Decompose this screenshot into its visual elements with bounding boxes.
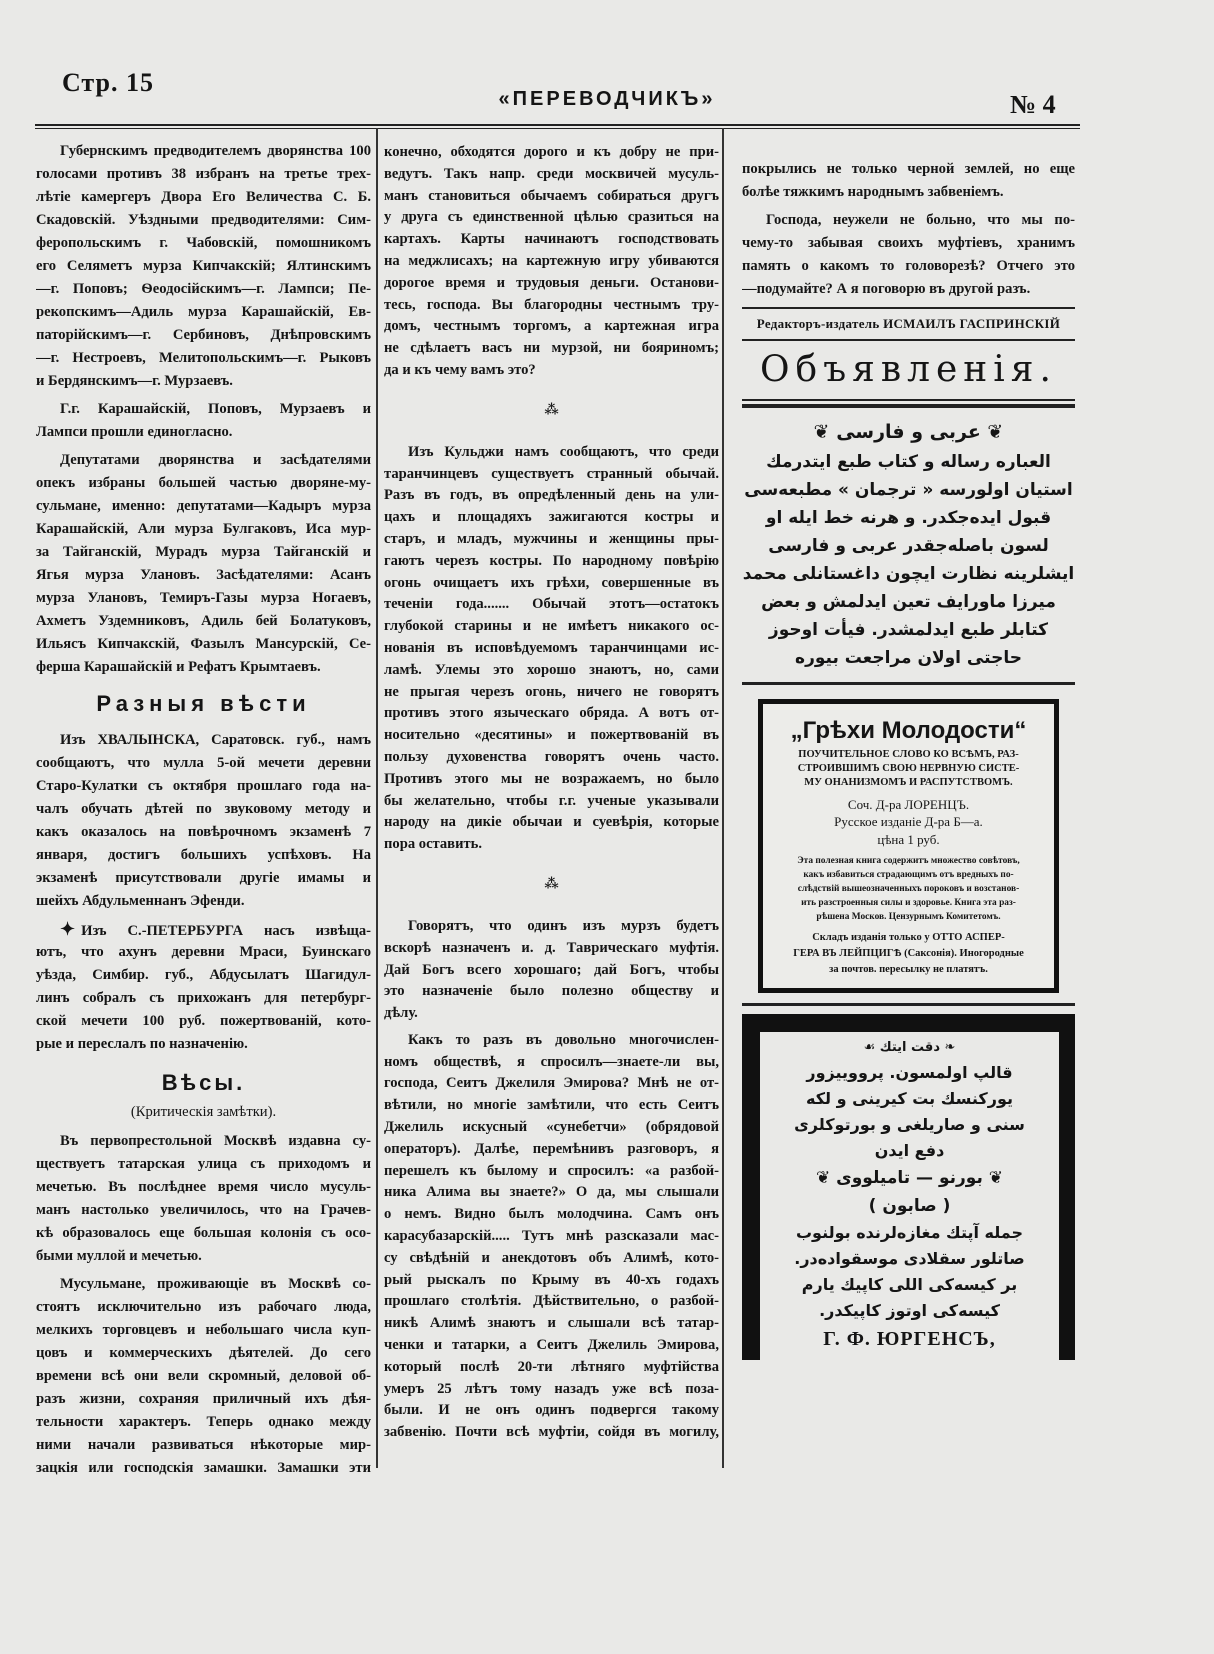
newspaper-title: «ПЕРЕВОДЧИКЪ» — [498, 88, 716, 110]
text-line: рекопскимъ—Адиль мурза Карашайскій, Ев- — [36, 304, 371, 320]
text-line: Губернскимъ предводителемъ дворянства 100 — [60, 143, 371, 159]
text-line: чалъ обучать дѣтей по звуковому методу и — [36, 801, 371, 817]
text-line — [36, 918, 371, 941]
text-line: цовъ и коммерческихъ дѣятелей. До сего — [36, 1345, 371, 1361]
text-line: нованія въ исповѣдуемомъ таранчинцами ис- — [384, 639, 719, 656]
text-line: противъ этого языческаго обряда. А вотъ от- — [384, 705, 719, 722]
divider — [742, 682, 1075, 685]
ad2-price: цѣна 1 руб. — [877, 832, 940, 847]
text-line: Мусульмане, проживающіе въ Москвѣ со- — [60, 1276, 371, 1292]
text-line: прошлаго столѣтія. Дѣйствительно, о разбой- — [384, 1293, 719, 1310]
text-line: ченки и татарки, а Сеитъ Джелиль Эмирова, — [384, 1337, 719, 1354]
ad3-line: قالپ اولمسون. پرووییزور — [806, 1063, 1013, 1082]
ad2-subtitle-line: СТРОИВШИМЪ СВОЮ НЕРВНУЮ СИСТЕ- — [797, 763, 1020, 774]
paragraph — [384, 1030, 719, 1444]
paragraph — [36, 398, 371, 444]
text-line: ществуетъ татарская улица съ приходомъ и — [36, 1156, 371, 1172]
text-line: ютъ, что ахунъ деревни Мраси, Буинскаго — [36, 944, 371, 960]
text-line: память о какомъ то головорезѣ? Отчего это — [742, 258, 1075, 274]
header-rule-2 — [35, 128, 1080, 129]
text-line: манъ становиться обычаемъ собираться другъ — [384, 187, 719, 204]
text-line: носительно «десятины» и пожертвованій въ — [384, 727, 719, 744]
ad2-title: „Грѣхи Молодости“ — [790, 717, 1027, 744]
text-line: болѣе тяжкимъ народнымъ забвеніемъ. — [742, 184, 1004, 200]
text-line: Разъ въ годъ, въ опредѣленный день на ули- — [384, 487, 719, 504]
divider — [742, 1003, 1075, 1006]
text-line: мурза Улановъ, Темиръ-Газы мурза Ногаевъ, — [36, 590, 371, 606]
text-line: не сдѣлаетъ васъ ни мурзой, ни бояриномъ; — [384, 340, 719, 357]
text-line: Изъ Кульджи намъ сообщаютъ, что среди — [408, 443, 719, 460]
text-line: таранчинцевъ существуетъ странный обычай. — [384, 465, 719, 482]
text-line: су свѣдѣній и анекдотовъ объ Алимѣ, кото- — [384, 1249, 719, 1266]
paragraph — [36, 729, 371, 913]
text-line: да и къ чему вамъ это? — [384, 361, 536, 378]
text-line: покрылись не только черной землей, но еще — [742, 161, 1075, 177]
text-line: —г. Нестроевъ, Мелитопольскимъ—г. Рыковъ — [36, 350, 371, 366]
ad3-line: یورکنسك بت کیرینی و لکه — [806, 1089, 1013, 1108]
text-line: конечно, обходятся дорого и къ добру не при- — [384, 144, 719, 160]
ad1-line: لسون باصله‌جقدر عربی و فارسی — [768, 536, 1049, 556]
text-line: Господа, неужели не больно, что мы по- — [766, 212, 1075, 228]
text-line: какъ оказалось на повѣрочномъ экзаменѣ 7 — [36, 824, 371, 840]
text-line: господа, Сеитъ Джелиля Эмирова? Мнѣ не от- — [384, 1075, 719, 1092]
column-divider — [376, 128, 378, 1468]
text-line: тельности характеръ. Теперь однако между — [36, 1414, 371, 1430]
text-line: никѣ Алимѣ знаютъ и слышали всѣ татар- — [384, 1315, 719, 1332]
text-line: ника Алима вы знаете?» О да, мы слышали — [384, 1184, 719, 1201]
divider — [742, 399, 1075, 401]
text-line: января, достигъ большихъ успѣховъ. На — [36, 847, 371, 863]
ad1-line: العباره رساله و کتاب طبع ایتدرمك — [766, 452, 1051, 472]
paragraph — [742, 209, 1075, 301]
paragraph — [36, 449, 371, 679]
text-line: чему-то забывая своихъ муфтіевъ, хранимъ — [742, 235, 1075, 251]
text-line: шейхъ Абдульменнанъ Эфенди. — [36, 893, 245, 909]
ad3-line: صاتلور سقلادی موسقواده‌در. — [794, 1249, 1025, 1268]
text-line: вскорѣ назначенъ и. д. Таврическаго муфтія. — [384, 939, 719, 956]
text-line: и Бердянскимъ—г. Мурзаевъ. — [36, 373, 233, 389]
asterism-separator: ⁂ — [544, 402, 559, 418]
text-line: пора оставить. — [384, 836, 483, 853]
text-line: картахъ. Карты начинаютъ господствовать — [384, 231, 719, 248]
ornament-icon: ☙ — [863, 1040, 880, 1055]
text-line: феропольскимъ г. Чабовскій, помошникомъ — [36, 235, 371, 251]
text-line: Карашайскій, Али мурза Булгаковъ, Иса мур- — [36, 521, 371, 537]
text-line: зацкія или господскія замашки. Замашки эти — [36, 1460, 371, 1476]
ad2-edition: Русское изданіе Д-ра Б—а. — [834, 814, 983, 829]
ad2-author: Соч. Д-ра ЛОРЕНЦЪ. — [847, 797, 970, 812]
text-line: Дай Богъ всего хорошаго; дай Богъ, чтобы — [384, 961, 719, 978]
text-line: Изъ ХВАЛЫНСКА, Саратовск. губ., намъ — [60, 732, 371, 748]
ad3-line: جمله آپتك مغازه‌لرنده بولنوب — [795, 1223, 1024, 1242]
ad3-product-sub: ( صابون ) — [868, 1196, 951, 1216]
asterism-separator: ⁂ — [544, 876, 559, 892]
ad2-footer-line: за почтов. пересылку не платятъ. — [829, 964, 988, 975]
ad3-product: ❦ بورنو — تامیلووی ❦ — [815, 1168, 1004, 1188]
text-line: тесь, господа. Вы благородны честнымъ тру- — [384, 296, 719, 313]
ads-title: Объявленія. — [760, 349, 1057, 390]
article-subtitle: (Критическія замѣтки). — [130, 1104, 277, 1120]
text-line: перешелъ къ былому и спросилъ: «а разбой- — [384, 1162, 719, 1179]
ad1-line: قبول ایده‌جکدر. و هرنه خط ایله او — [765, 508, 1052, 528]
text-line-content: Изъ С.-ПЕТЕРБУРГА насъ извѣща- — [81, 923, 371, 939]
text-line: паторійскимъ—г. Сербиновъ, Днѣпровскимъ — [36, 327, 371, 343]
text-line: Какъ то разъ въ довольно многочислен- — [408, 1031, 719, 1048]
paragraph — [384, 142, 719, 382]
ad3-line: کیسه‌کی اوتوز کاپیکدر. — [819, 1301, 1000, 1320]
text-line: карасубазарскій..... Тутъ мнѣ разсказали мас- — [384, 1228, 719, 1245]
paragraph — [36, 918, 371, 1056]
editor-line: Редакторъ-издатель ИСМАИЛЪ ГАСПРИНСКІЙ — [756, 316, 1061, 331]
ad3-line: دفع ایدن — [874, 1141, 945, 1160]
text-line: Скадовскій. Уѣздными предводителями: Сим- — [36, 212, 371, 228]
text-line: ской мечети 100 руб. пожертвованій, кото- — [36, 1013, 371, 1029]
ad2-footer-line: ГЕРА ВЪ ЛЕЙПЦИГѢ (Саксонія). Иногородные — [793, 948, 1024, 959]
page-number: Стр. 15 — [62, 68, 154, 97]
text-line: на меджлисахъ; на картежную игру убиваются — [384, 252, 719, 269]
ad2-subtitle-line: ПОУЧИТЕЛЬНОЕ СЛОВО КО ВСѢМЪ, РАЗ- — [798, 749, 1019, 760]
ad1-line: حاجتی اولان مراجعت بیوره — [795, 648, 1022, 668]
text-line: линъ собралъ съ прихожанъ для петербург- — [36, 990, 371, 1006]
text-line: его Селяметъ мурза Кипчакскій; Ялтинскимъ — [36, 258, 371, 274]
text-line: Противъ этого мы не возражаемъ, но было — [384, 770, 719, 787]
text-line: народу на дикіе обычаи и суевѣрія, которые — [384, 814, 719, 831]
column-left — [36, 140, 371, 1480]
text-line: голосами противъ 38 избранъ на третье трех- — [36, 166, 371, 182]
ad1-line: استیان اولورسه « ترجمان » مطبعه‌سی — [744, 480, 1073, 500]
ad3-heading: ❧ دقت ایتك ☙ — [863, 1040, 956, 1055]
divider — [742, 404, 1075, 408]
text-line: Ахметъ Уздемниковъ, Адиль бей Болатуковъ, — [36, 613, 371, 629]
text-line: за Тайганскій, Мурадъ мурза Тайганскій и — [36, 544, 371, 560]
paragraph — [384, 916, 719, 1025]
text-line: Въ первопрестольной Москвѣ издавна су- — [60, 1133, 371, 1149]
text-line: который послѣ 20-ти лѣтняго муфтійства — [384, 1358, 719, 1375]
text-line: Ильясъ Кипчакскій, Фазылъ Мансурскій, Се- — [36, 636, 371, 652]
text-line: уѣзда, Симбир. губ., Абдусылатъ Шагидул- — [36, 967, 371, 983]
text-line: домъ, честнымъ торгомъ, а картежная игра — [384, 318, 719, 335]
text-line: это назначеніе было полезно обществу и — [384, 983, 719, 1000]
article-heading: Вѣсы. — [161, 1070, 246, 1095]
text-line: рые и переслалъ по назначенію. — [36, 1036, 248, 1052]
text-line: Старо-Кулатки съ октября прошлаго года на- — [36, 778, 371, 794]
ornament-icon: ❦ — [815, 1168, 837, 1188]
text-line: экзаменѣ присутствовали другіе имамы и — [36, 870, 371, 886]
paragraph — [742, 158, 1075, 204]
text-line: ними начали развиваться нѣкоторые мир- — [36, 1437, 371, 1453]
ad1-line: ایشلرینه نظارت ایچون داغستانلی محمد — [742, 564, 1075, 584]
text-line: цахъ и площадяхъ зажигаются костры и — [384, 509, 719, 526]
text-line: дѣлу. — [384, 1005, 418, 1022]
ad2-body-line: слѣдствій вышеозначенныхъ пороковъ и возстанов- — [797, 884, 1020, 894]
text-line: лѣтіе камергеръ Двора Его Величества С. Б. — [36, 189, 371, 205]
text-line: Ягья мурза Улановъ. Засѣдателями: Асанъ — [36, 567, 371, 583]
text-line: пользу духовенства говорятъ очень часто. — [384, 748, 719, 765]
ad-borno-soap — [742, 1014, 1075, 1360]
text-line: Джелиль искусный «сунебетчи» (обрядовой — [384, 1119, 719, 1136]
text-line: ведутъ. Такъ напр. среди москвичей мусуль- — [384, 165, 719, 182]
text-line: мелкихъ торговцевъ и небольшаго числа куп- — [36, 1322, 371, 1338]
ornament-icon: ❦ — [813, 421, 837, 443]
text-line: сульмане, именно: депутатами—Кадыръ мурза — [36, 498, 371, 514]
ad1-heading: ❦ عربی و فارسی ❦ — [813, 421, 1004, 443]
text-line: рый рыскалъ по Крыму въ 40-хъ годахъ — [384, 1271, 719, 1288]
text-line: огонь очищаетъ ихъ грѣхи, совершенные въ — [384, 574, 719, 591]
text-line: манъ настолько увеличилось, что на Грачев- — [36, 1202, 371, 1218]
ad3-line: بر کیسه‌کی اللی کاپیك یارم — [801, 1275, 1018, 1294]
text-line: были. И не онъ одинъ подвергся такому — [384, 1402, 719, 1419]
issue-number: № 4 — [1010, 90, 1056, 119]
text-line: у друга съ единственной цѣлью сразиться на — [384, 209, 719, 226]
text-line: не прыгая черезъ огонь, ничего не говорятъ — [384, 683, 719, 700]
section-heading: Разныя вѣсти — [96, 691, 311, 716]
ornament-icon: ❦ — [982, 1168, 1004, 1188]
text-line: забвенію. Почти всѣ муфтіи, сойдя въ могилу, — [384, 1424, 719, 1441]
paragraph — [36, 1273, 371, 1480]
text-line: номъ обществѣ, я спросилъ—знаете-ли вы, — [384, 1053, 719, 1070]
text-line: —г. Поповъ; Ѳеодосійскимъ—г. Лампси; Пе- — [36, 281, 371, 297]
text-line: гаютъ черезъ костры. По народному повѣрію — [384, 552, 719, 569]
ad2-footer-line: Складъ изданія только у ОТТО АСПЕР- — [812, 932, 1005, 943]
column-divider — [722, 128, 724, 1468]
column-right — [742, 158, 1075, 301]
text-line: теченіи года....... Обычай этотъ—остатокъ — [384, 596, 719, 613]
ornament-icon: ✦ — [60, 919, 76, 939]
text-line: кѣ образовалось еще большая колонія съ осо- — [36, 1225, 371, 1241]
paragraph — [36, 140, 371, 393]
ad2-body-line: рѣшена Москов. Цензурнымъ Комитетомъ. — [816, 912, 1001, 922]
text-line: Депутатами дворянства и засѣдателями — [60, 452, 371, 468]
ad2-body-line: какъ избавиться страдающимъ отъ вредныхъ по- — [803, 870, 1014, 880]
ad2-body-line: ить разстроенныя силы и здоровье. Книга эта раз- — [801, 898, 1016, 908]
text-line: умеръ 25 лѣтъ тому назадъ уже всѣ поза- — [384, 1380, 719, 1397]
column-right-wrapper — [742, 158, 1075, 1360]
ad-arabic-persian-printing — [742, 416, 1075, 672]
text-line: опекъ избраны большей частью дворяне-му- — [36, 475, 371, 491]
ad2-subtitle-line: МУ ОНАНИЗМОМЪ И РАСПУТСТВОМЪ. — [804, 777, 1013, 788]
ad2-body-line: Эта полезная книга содержитъ множество совѣтовъ, — [797, 856, 1020, 866]
ad3-line: سنی و صاریلغی و بورتوکلری — [794, 1115, 1025, 1134]
ornament-icon: ❧ — [940, 1040, 956, 1055]
ad1-line: کتابلر طبع ایدلمشدر. فیأت اوحوز — [768, 620, 1049, 640]
text-line: глубокой старины и не имѣетъ никакого ос- — [384, 618, 719, 635]
text-line: вѣтили, но многіе замѣтили, что есть Сеитъ — [384, 1097, 719, 1114]
text-line: Говорятъ, что одинъ изъ мурзъ будетъ — [408, 917, 719, 934]
ad3-signature: Г. Ф. ЮРГЕНСЪ, — [823, 1328, 996, 1350]
header-rule — [35, 124, 1080, 126]
text-line: стоятъ исключительно изъ рабочаго люда, — [36, 1299, 371, 1315]
ad-book-grekhi-molodosti — [758, 699, 1059, 993]
text-line: времени всѣ они вели скромный, деловой об- — [36, 1368, 371, 1384]
text-line: Г.г. Карашайскій, Поповъ, Мурзаевъ и — [60, 401, 371, 417]
text-line: о немъ. Видно былъ молодчина. Самъ онъ — [384, 1206, 719, 1223]
column-middle — [384, 142, 719, 1444]
text-line: старъ, и младъ, мужчины и женщины пры- — [384, 530, 719, 547]
text-line: быми муллой и мечетью. — [36, 1248, 202, 1264]
text-line: ламѣ. Улемы это хорошо знаютъ, но, сами — [384, 661, 719, 678]
text-line: ферша Карашайскій и Рефатъ Крымтаевъ. — [36, 659, 321, 675]
text-line: разъ жизни, сохраняя приличный ихъ дѣя- — [36, 1391, 371, 1407]
paragraph — [384, 442, 719, 856]
text-line: мечетью. Въ послѣднее время число мусуль- — [36, 1179, 371, 1195]
text-line: Лампси прошли единогласно. — [36, 424, 233, 440]
text-line: сообщаютъ, что мулла 5-ой мечети деревни — [36, 755, 371, 771]
paragraph — [36, 1130, 371, 1268]
ornament-icon: ❦ — [980, 421, 1004, 443]
text-line: —подумайте? А я поговорю въ другой разъ. — [742, 281, 1031, 297]
text-line: операторъ). Далѣе, перемѣнивъ разговоръ, я — [384, 1140, 719, 1157]
text-line: бы желательно, чтобы г.г. ученые указывали — [384, 792, 719, 809]
text-line: дорогое время и трудовыя деньги. Останови- — [384, 274, 719, 291]
ad1-line: میرزا ماورایف تعین ایدلمش و بعض — [761, 592, 1056, 612]
